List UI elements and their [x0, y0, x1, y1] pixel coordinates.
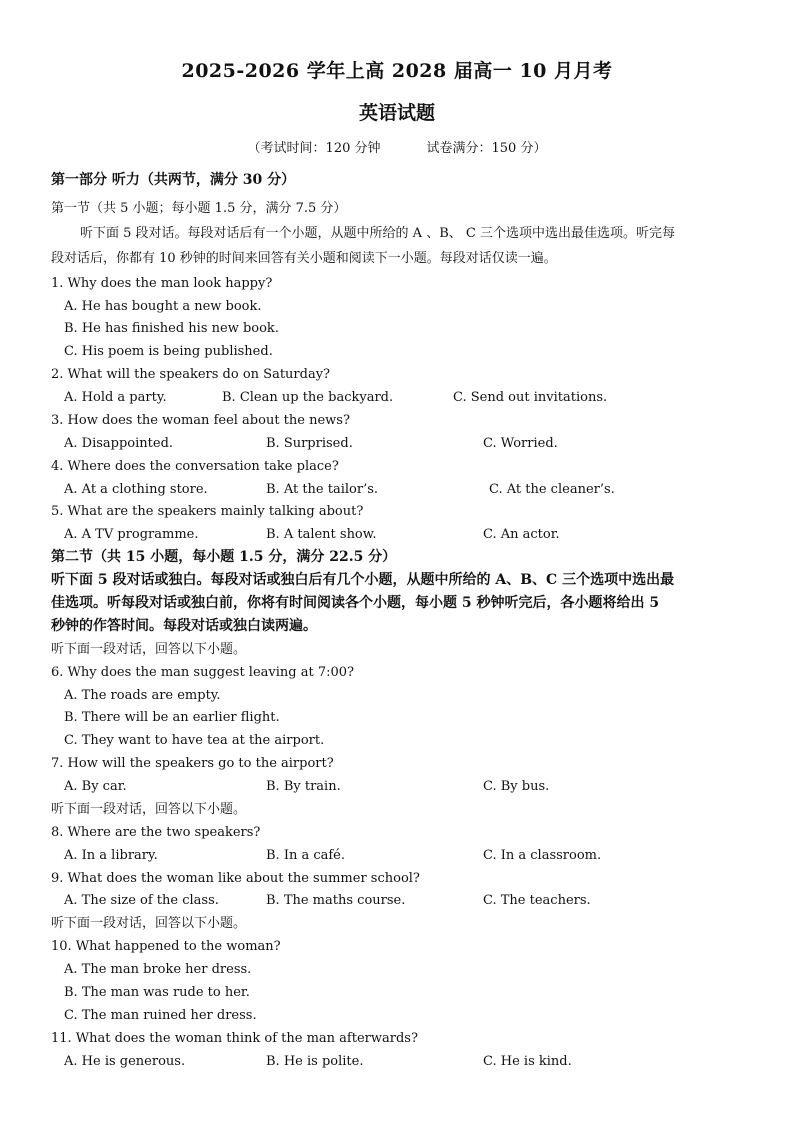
option-b: B. The maths course.	[266, 893, 406, 908]
option-a: A. The roads are empty.	[64, 688, 221, 703]
sec2-instruction-line2: 佳选项。听每段对话或独白前，你将有时间阅读各个小题，每小题 5 秒钟听完后，各小题将给出 5	[51, 595, 660, 611]
sec1-instruction-line1: 听下面 5 段对话。每段对话后有一个小题，从题中所给的 A 、B、 C 三个选项中选出最佳选项。听完每	[80, 226, 675, 241]
option-b: B. By train.	[266, 779, 341, 794]
sec1-heading: 第一节（共 5 小题；每小题 1.5 分，满分 7.5 分）	[51, 201, 347, 216]
option-a: A. He has bought a new book.	[64, 299, 262, 314]
sec1-instruction-line2: 段对话后，你都有 10 秒钟的时间来回答有关小题和阅读下一小题。每段对话仅读一遍。	[51, 251, 557, 266]
part1-heading: 第一部分 听力（共两节，满分 30 分）	[51, 172, 296, 188]
question-stem: 8. Where are the two speakers?	[51, 825, 261, 840]
question-stem: 3. How does the woman feel about the news?	[51, 413, 350, 428]
option-b: B. In a café.	[266, 848, 346, 863]
question-stem: 6. Why does the man suggest leaving at 7:00?	[51, 665, 355, 680]
question-stem: 2. What will the speakers do on Saturday?	[51, 367, 331, 382]
option-b: B. There will be an earlier flight.	[64, 710, 280, 725]
option-c: C. The man ruined her dress.	[64, 1008, 257, 1023]
sec2-heading: 第二节（共 15 小题，每小题 1.5 分，满分 22.5 分）	[51, 549, 397, 565]
option-b: B. He is polite.	[266, 1054, 364, 1069]
option-a: A. Disappointed.	[64, 436, 174, 451]
option-c: C. They want to have tea at the airport.	[64, 733, 325, 748]
question-stem: 9. What does the woman like about the summer school?	[51, 871, 420, 886]
option-c: C. An actor.	[483, 527, 560, 542]
sec2-instruction-line1: 听下面 5 段对话或独白。每段对话或独白后有几个小题，从题中所给的 A、B、C 三个选项中选出最	[51, 572, 675, 588]
option-c: C. Send out invitations.	[453, 390, 608, 405]
option-c: C. At the cleaner’s.	[489, 482, 615, 497]
question-stem: 5. What are the speakers mainly talking about?	[51, 504, 364, 519]
option-b: B. Surprised.	[266, 436, 353, 451]
option-b: B. At the tailor’s.	[266, 482, 379, 497]
question-stem: 7. How will the speakers go to the airport?	[51, 756, 334, 771]
option-a: A. The size of the class.	[64, 893, 219, 908]
option-c: C. The teachers.	[483, 893, 591, 908]
option-a: A. A TV programme.	[64, 527, 199, 542]
exam-time: （考试时间：120 分钟	[247, 141, 381, 156]
option-a: A. By car.	[64, 779, 127, 794]
option-c: C. In a classroom.	[483, 848, 602, 863]
listening-prompt: 听下面一段对话，回答以下小题。	[51, 802, 247, 817]
option-c: C. Worried.	[483, 436, 558, 451]
option-c: C. He is kind.	[483, 1054, 572, 1069]
question-stem: 1. Why does the man look happy?	[51, 276, 273, 291]
option-a: A. In a library.	[64, 848, 158, 863]
option-b: B. The man was rude to her.	[64, 985, 250, 1000]
option-a: A. Hold a party.	[64, 390, 167, 405]
exam-score: 试卷满分：150 分）	[426, 141, 547, 156]
listening-prompt: 听下面一段对话，回答以下小题。	[51, 642, 247, 657]
question-stem: 10. What happened to the woman?	[51, 939, 281, 954]
option-b: B. Clean up the backyard.	[222, 390, 394, 405]
option-b: B. A talent show.	[266, 527, 377, 542]
exam-title: 2025-2026 学年上高 2028 届高一 10 月月考	[181, 60, 613, 82]
option-a: A. The man broke her dress.	[64, 962, 252, 977]
sec2-instruction-line3: 秒钟的作答时间。每段对话或独白读两遍。	[51, 618, 317, 634]
question-stem: 4. Where does the conversation take place?	[51, 459, 339, 474]
option-b: B. He has finished his new book.	[64, 321, 279, 336]
exam-subtitle: 英语试题	[358, 102, 435, 124]
option-c: C. His poem is being published.	[64, 344, 273, 359]
question-stem: 11. What does the woman think of the man afterwards?	[51, 1031, 418, 1046]
listening-prompt: 听下面一段对话，回答以下小题。	[51, 916, 247, 931]
option-a: A. He is generous.	[64, 1054, 186, 1069]
exam-info	[0, 137, 794, 156]
option-a: A. At a clothing store.	[64, 482, 208, 497]
option-c: C. By bus.	[483, 779, 550, 794]
